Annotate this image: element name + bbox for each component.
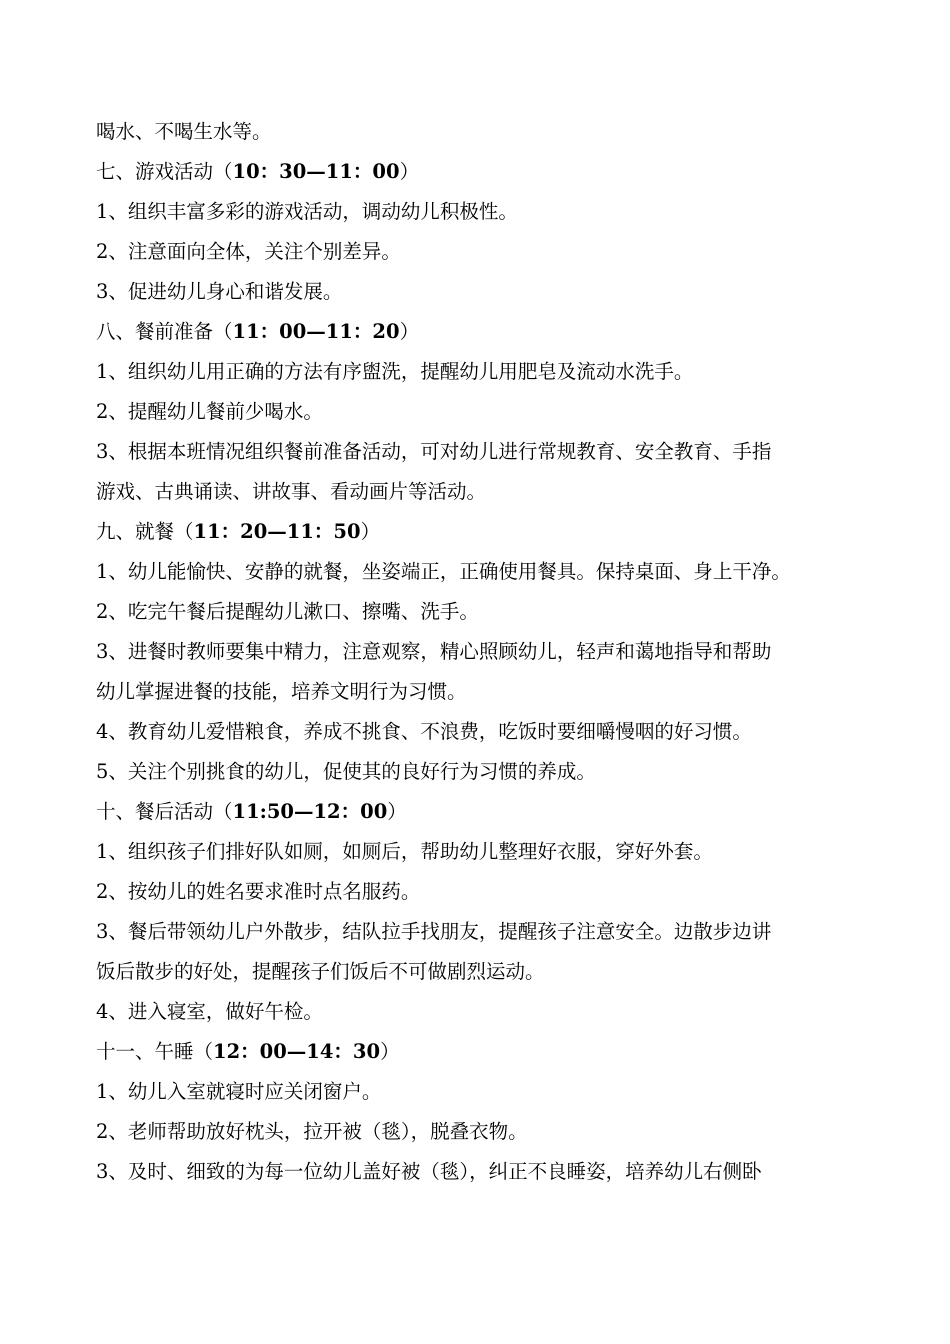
- text-run: 4、进入寝室，做好午检。: [96, 1000, 323, 1023]
- text-run: 4、教育幼儿爱惜粮食，养成不挑食、不浪费，吃饭时要细嚼慢咽的好习惯。: [96, 720, 752, 743]
- text-run: 七、游戏活动（: [96, 160, 233, 183]
- text-run: 1、组织孩子们排好队如厕，如厕后，帮助幼儿整理好衣服，穿好外套。: [96, 840, 713, 863]
- text-run: 2、吃完午餐后提醒幼儿漱口、擦嘴、洗手。: [96, 600, 479, 623]
- time-range: 12：00—14：30: [213, 1040, 381, 1063]
- time-range: 11：00—11：20: [232, 320, 400, 343]
- text-run: ）: [380, 1040, 400, 1063]
- text-run: 3、及时、细致的为每一位幼儿盖好被（毯），纠正不良睡姿，培养幼儿右侧卧: [96, 1160, 762, 1183]
- text-run: 3、根据本班情况组织餐前准备活动，可对幼儿进行常规教育、安全教育、手指: [96, 440, 772, 463]
- text-line: [96, 632, 866, 672]
- text-run: 1、组织幼儿用正确的方法有序盥洗，提醒幼儿用肥皂及流动水洗手。: [96, 360, 694, 383]
- text-line: [96, 312, 866, 352]
- time-range: 10：30—11：00: [232, 160, 400, 183]
- text-run: 3、促进幼儿身心和谐发展。: [96, 280, 343, 303]
- text-line: [96, 1152, 866, 1192]
- text-run: 1、幼儿入室就寝时应关闭窗户。: [96, 1080, 382, 1103]
- text-line: [96, 112, 866, 152]
- text-line: [96, 1112, 866, 1152]
- text-line: [96, 1032, 866, 1072]
- text-line: [96, 992, 866, 1032]
- document-body: [96, 112, 866, 1192]
- text-run: ）: [387, 800, 407, 823]
- text-run: 1、组织丰富多彩的游戏活动，调动幼儿积极性。: [96, 200, 518, 223]
- text-line: [96, 552, 866, 592]
- text-run: ）: [399, 320, 420, 343]
- text-line: [96, 672, 866, 712]
- text-line: [96, 232, 866, 272]
- time-range: 11:50—12：00: [232, 800, 388, 823]
- text-run: 八、餐前准备（: [96, 320, 233, 343]
- text-line: [96, 712, 866, 752]
- text-run: 九、就餐（: [96, 520, 194, 543]
- text-run: 2、提醒幼儿餐前少喝水。: [96, 400, 323, 423]
- text-line: [96, 872, 866, 912]
- text-line: [96, 592, 866, 632]
- text-run: 喝水、不喝生水等。: [96, 120, 272, 143]
- text-run: 2、老师帮助放好枕头，拉开被（毯），脱叠衣物。: [96, 1120, 528, 1143]
- text-run: 2、注意面向全体，关注个别差异。: [96, 240, 401, 263]
- time-range: 11：20—11：50: [193, 520, 361, 543]
- text-line: [96, 472, 866, 512]
- text-run: ）: [360, 520, 381, 543]
- text-line: [96, 512, 866, 552]
- text-run: 十、餐后活动（: [96, 800, 233, 823]
- text-run: 幼儿掌握进餐的技能，培养文明行为习惯。: [96, 680, 467, 703]
- text-run: 游戏、古典诵读、讲故事、看动画片等活动。: [96, 480, 487, 503]
- text-run: 5、关注个别挑食的幼儿，促使其的良好行为习惯的养成。: [96, 760, 596, 783]
- text-line: [96, 1072, 866, 1112]
- text-line: [96, 912, 866, 952]
- text-line: [96, 432, 866, 472]
- text-run: 1、幼儿能愉快、安静的就餐，坐姿端正，正确使用餐具。保持桌面、身上干净。: [96, 560, 791, 583]
- text-run: 2、按幼儿的姓名要求准时点名服药。: [96, 880, 421, 903]
- text-line: [96, 752, 866, 792]
- text-line: [96, 272, 866, 312]
- text-line: [96, 352, 866, 392]
- text-run: 饭后散步的好处，提醒孩子们饭后不可做剧烈运动。: [96, 960, 545, 983]
- text-line: [96, 832, 866, 872]
- text-run: 十一、午睡（: [96, 1040, 214, 1063]
- text-line: [96, 152, 866, 192]
- text-line: [96, 392, 866, 432]
- text-run: 3、进餐时教师要集中精力，注意观察，精心照顾幼儿，轻声和蔼地指导和帮助: [96, 640, 772, 663]
- text-line: [96, 792, 866, 832]
- text-line: [96, 952, 866, 992]
- text-run: 3、餐后带领幼儿户外散步，结队拉手找朋友，提醒孩子注意安全。边散步边讲: [96, 920, 772, 943]
- text-run: ）: [399, 160, 420, 183]
- text-line: [96, 192, 866, 232]
